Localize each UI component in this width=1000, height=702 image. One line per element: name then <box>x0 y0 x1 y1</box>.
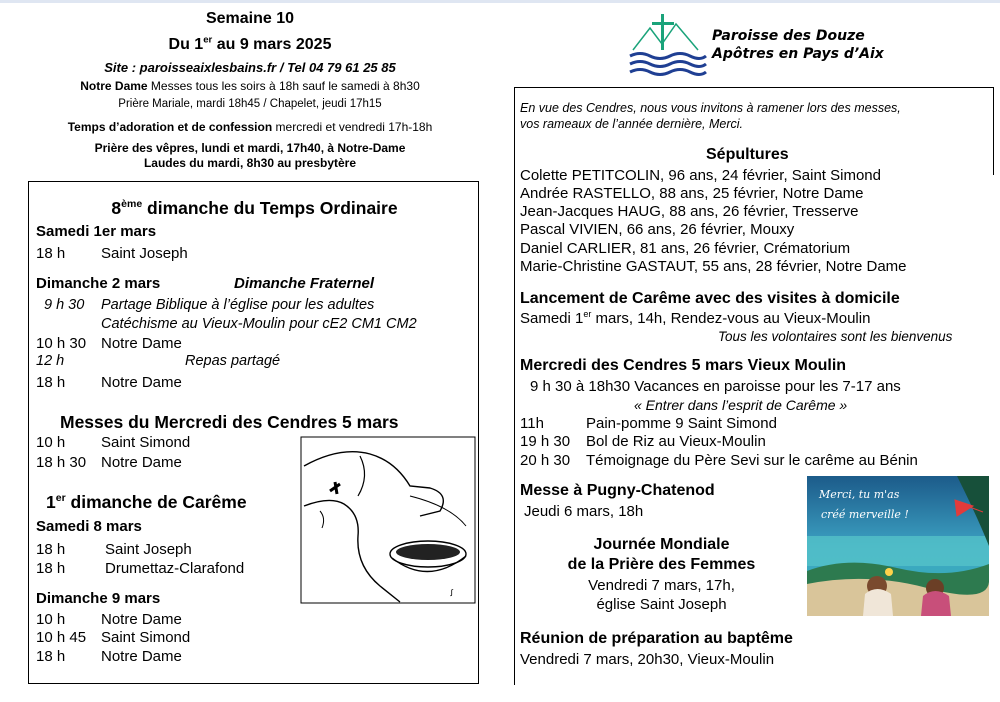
journee-line-3: Vendredi 7 mars, 17h, <box>588 577 735 594</box>
sun9-event-1: Notre Dame <box>101 611 182 628</box>
mercredi-time-2: 19 h 30 <box>520 433 571 450</box>
reunion-title: Réunion de préparation au baptême <box>520 630 793 647</box>
sepulture-1: Colette PETITCOLIN, 96 ans, 24 février, Saint Simond <box>520 167 881 184</box>
journee-line-1: Journée Mondiale <box>593 536 730 553</box>
mercredi-event-1: Pain-pomme 9 Saint Simond <box>586 415 777 432</box>
sunday-8-title: 8ème dimanche du Temps Ordinaire <box>111 198 398 218</box>
sun2-event-2: Notre Dame <box>101 335 182 352</box>
parish-logo-icon <box>628 10 708 80</box>
logo-line-2: Apôtres en Pays d’Aix <box>712 46 884 62</box>
sun2-time-3: 12 h <box>36 353 65 369</box>
cendres-event-1: Saint Simond <box>101 434 191 451</box>
sepulture-4: Pascal VIVIEN, 66 ans, 26 février, Mouxy <box>520 221 795 238</box>
right-column-top-rule <box>514 87 994 88</box>
sun2-event-1a: Partage Biblique à l’église pour les adultes <box>101 297 375 313</box>
sat8-event-2: Drumettaz-Clarafond <box>105 560 245 577</box>
sun9-time-2: 10 h 45 <box>36 629 87 646</box>
sepultures-title: Sépultures <box>706 146 789 163</box>
svg-text:ꭍ: ꭍ <box>450 589 454 599</box>
lancement-note: Tous les volontaires sont les bienvenus <box>718 329 953 344</box>
sat1-heading: Samedi 1er mars <box>36 223 157 240</box>
sun2-time-1: 9 h 30 <box>44 297 85 313</box>
lancement-line: Samedi 1er mars, 14h, Rendez-vous au Vieux-Moulin <box>520 309 871 327</box>
sepulture-6: Marie-Christine GASTAUT, 55 ans, 28 février, Notre Dame <box>520 258 907 275</box>
sepulture-2: Andrée RASTELLO, 88 ans, 25 février, Notre Dame <box>520 185 864 202</box>
mercredi-line: 9 h 30 à 18h30 Vacances en paroisse pour les 7-17 ans <box>530 378 901 395</box>
date-range: Du 1er au 9 mars 2025 <box>168 34 332 53</box>
laudes: Laudes du mardi, 8h30 au presbytère <box>143 156 357 170</box>
sun9-heading: Dimanche 9 mars <box>36 590 161 607</box>
mercredi-event-2: Bol de Riz au Vieux-Moulin <box>586 433 766 450</box>
mercredi-event-3: Témoignage du Père Sevi sur le carême au Bénin <box>586 452 918 469</box>
sun2-event-1b: Catéchisme au Vieux-Moulin pour cE2 CM1 CM2 <box>101 316 417 332</box>
cendres-time-2: 18 h 30 <box>36 454 87 471</box>
pugny-line: Jeudi 6 mars, 18h <box>524 503 644 520</box>
prayer-day-poster-icon <box>807 476 989 616</box>
mercredi-time-1: 11h <box>520 415 544 432</box>
week-title: Semaine 10 <box>205 10 295 27</box>
cendres-event-2: Notre Dame <box>101 454 182 471</box>
sun2-heading: Dimanche 2 mars <box>36 275 161 292</box>
sat8-event-1: Saint Joseph <box>105 541 192 558</box>
sun2-note: Dimanche Fraternel <box>234 275 375 292</box>
pugny-title: Messe à Pugny-Chatenod <box>520 482 715 499</box>
cendres-time-1: 10 h <box>36 434 66 451</box>
sat8-time-1: 18 h <box>36 541 66 558</box>
intro-line-1: En vue des Cendres, nous vous invitons à ramener lors des messes, <box>520 101 901 115</box>
journee-line-2: de la Prière des Femmes <box>567 556 756 573</box>
vepres: Prière des vêpres, lundi et mardi, 17h40, à Notre-Dame <box>94 141 406 155</box>
sun9-time-3: 18 h <box>36 648 66 665</box>
sat1-time: 18 h <box>36 245 66 262</box>
mercredi-title: Mercredi des Cendres 5 mars Vieux Moulin <box>520 357 847 374</box>
poster-text-2: créé merveille ! <box>821 508 909 521</box>
sun2-time-2: 10 h 30 <box>36 335 87 352</box>
sepulture-3: Jean-Jacques HAUG, 88 ans, 26 février, Tresserve <box>520 203 859 220</box>
right-column-edge <box>993 87 994 175</box>
sat8-time-2: 18 h <box>36 560 66 577</box>
sun9-event-3: Notre Dame <box>101 648 182 665</box>
sat8-heading: Samedi 8 mars <box>36 518 142 535</box>
sepulture-5: Daniel CARLIER, 81 ans, 26 février, Crématorium <box>520 240 851 257</box>
careme-title: 1er dimanche de Carême <box>46 492 247 512</box>
ash-wednesday-illustration-icon <box>300 436 476 604</box>
reunion-line: Vendredi 7 mars, 20h30, Vieux-Moulin <box>520 651 775 668</box>
sun2-event-4: Notre Dame <box>101 374 182 391</box>
sun2-event-3: Repas partagé <box>185 353 281 369</box>
mercredi-quote: « Entrer dans l’esprit de Carême » <box>634 397 848 413</box>
adoration: Temps d’adoration et de confession mercredi et vendredi 17h-18h <box>67 120 433 134</box>
top-rule <box>0 0 1000 3</box>
cendres-title: Messes du Mercredi des Cendres 5 mars <box>60 412 399 432</box>
mercredi-time-3: 20 h 30 <box>520 452 571 469</box>
poster-text-1: Merci, tu m'as <box>819 488 900 501</box>
notre-dame-masses: Notre Dame Messes tous les soirs à 18h sauf le samedi à 8h30 <box>80 79 420 93</box>
site-phone: Site : paroisseaixlesbains.fr / Tel 04 79 61 25 85 <box>104 60 396 75</box>
priere-mariale: Prière Mariale, mardi 18h45 / Chapelet, jeudi 17h15 <box>118 98 382 110</box>
journee-line-4: église Saint Joseph <box>596 596 727 613</box>
sat1-place: Saint Joseph <box>101 245 188 262</box>
logo-line-1: Paroisse des Douze <box>712 28 865 44</box>
right-column-rule <box>514 87 515 685</box>
sun2-time-4: 18 h <box>36 374 66 391</box>
sun9-time-1: 10 h <box>36 611 66 628</box>
intro-line-2: vos rameaux de l’année dernière, Merci. <box>520 117 744 131</box>
sun9-event-2: Saint Simond <box>101 629 191 646</box>
lancement-title: Lancement de Carême avec des visites à domicile <box>520 290 900 307</box>
